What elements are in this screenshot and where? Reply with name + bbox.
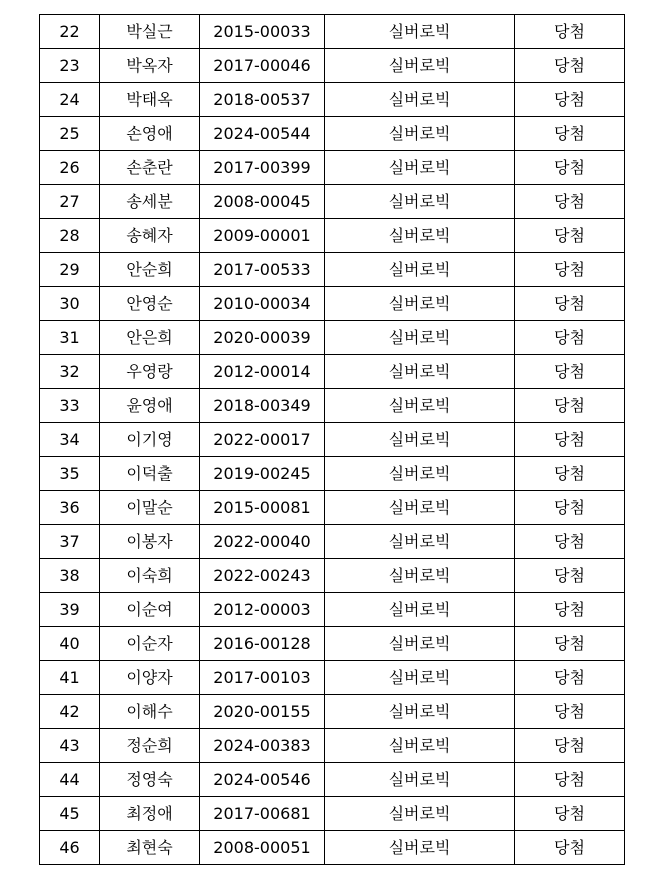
table-row — [40, 83, 625, 117]
registration-number: 2024-00544 — [200, 117, 325, 151]
table-row — [40, 491, 625, 525]
lottery-result: 당첨 — [515, 695, 625, 729]
lottery-result: 당첨 — [515, 49, 625, 83]
program-name: 실버로빅 — [325, 321, 515, 355]
lottery-result: 당첨 — [515, 457, 625, 491]
registration-number: 2022-00017 — [200, 423, 325, 457]
program-name: 실버로빅 — [325, 355, 515, 389]
table-row — [40, 763, 625, 797]
program-name: 실버로빅 — [325, 831, 515, 865]
member-name: 이해수 — [100, 695, 200, 729]
member-name: 이봉자 — [100, 525, 200, 559]
member-name: 손춘란 — [100, 151, 200, 185]
table-row — [40, 559, 625, 593]
row-number: 37 — [40, 525, 100, 559]
registration-number: 2015-00033 — [200, 15, 325, 49]
lottery-result: 당첨 — [515, 185, 625, 219]
lottery-result: 당첨 — [515, 423, 625, 457]
member-name: 안은희 — [100, 321, 200, 355]
registration-number: 2022-00040 — [200, 525, 325, 559]
member-name: 최정애 — [100, 797, 200, 831]
program-name: 실버로빅 — [325, 661, 515, 695]
member-name: 안영순 — [100, 287, 200, 321]
table-row — [40, 831, 625, 865]
member-name: 정영숙 — [100, 763, 200, 797]
program-name: 실버로빅 — [325, 525, 515, 559]
row-number: 31 — [40, 321, 100, 355]
table-row — [40, 525, 625, 559]
member-name: 손영애 — [100, 117, 200, 151]
lottery-result-sheet — [39, 14, 624, 865]
registration-number: 2017-00399 — [200, 151, 325, 185]
registration-number: 2022-00243 — [200, 559, 325, 593]
member-name: 이순자 — [100, 627, 200, 661]
table-row — [40, 729, 625, 763]
lottery-result: 당첨 — [515, 797, 625, 831]
row-number: 45 — [40, 797, 100, 831]
table-row — [40, 253, 625, 287]
table-row — [40, 49, 625, 83]
program-name: 실버로빅 — [325, 423, 515, 457]
row-number: 22 — [40, 15, 100, 49]
member-name: 이순여 — [100, 593, 200, 627]
lottery-result: 당첨 — [515, 287, 625, 321]
row-number: 38 — [40, 559, 100, 593]
member-name: 이덕출 — [100, 457, 200, 491]
program-name: 실버로빅 — [325, 117, 515, 151]
member-name: 이숙희 — [100, 559, 200, 593]
table-row — [40, 695, 625, 729]
table-row — [40, 117, 625, 151]
lottery-result: 당첨 — [515, 83, 625, 117]
lottery-result: 당첨 — [515, 559, 625, 593]
table-row — [40, 321, 625, 355]
member-name: 이양자 — [100, 661, 200, 695]
registration-number: 2017-00046 — [200, 49, 325, 83]
program-name: 실버로빅 — [325, 729, 515, 763]
lottery-result: 당첨 — [515, 729, 625, 763]
row-number: 34 — [40, 423, 100, 457]
table-row — [40, 151, 625, 185]
lottery-result: 당첨 — [515, 763, 625, 797]
lottery-result: 당첨 — [515, 151, 625, 185]
table-row — [40, 593, 625, 627]
program-name: 실버로빅 — [325, 49, 515, 83]
program-name: 실버로빅 — [325, 797, 515, 831]
lottery-result: 당첨 — [515, 593, 625, 627]
row-number: 36 — [40, 491, 100, 525]
program-name: 실버로빅 — [325, 219, 515, 253]
row-number: 23 — [40, 49, 100, 83]
program-name: 실버로빅 — [325, 389, 515, 423]
lottery-result: 당첨 — [515, 389, 625, 423]
registration-number: 2016-00128 — [200, 627, 325, 661]
row-number: 40 — [40, 627, 100, 661]
registration-number: 2010-00034 — [200, 287, 325, 321]
registration-number: 2024-00546 — [200, 763, 325, 797]
row-number: 43 — [40, 729, 100, 763]
table-row — [40, 287, 625, 321]
program-name: 실버로빅 — [325, 287, 515, 321]
registration-number: 2017-00103 — [200, 661, 325, 695]
program-name: 실버로빅 — [325, 593, 515, 627]
lottery-result: 당첨 — [515, 15, 625, 49]
table-row — [40, 627, 625, 661]
row-number: 25 — [40, 117, 100, 151]
registration-number: 2024-00383 — [200, 729, 325, 763]
row-number: 33 — [40, 389, 100, 423]
member-name: 안순희 — [100, 253, 200, 287]
member-name: 박옥자 — [100, 49, 200, 83]
registration-number: 2019-00245 — [200, 457, 325, 491]
member-name: 송세분 — [100, 185, 200, 219]
member-name: 이말순 — [100, 491, 200, 525]
row-number: 27 — [40, 185, 100, 219]
program-name: 실버로빅 — [325, 695, 515, 729]
member-name: 최현숙 — [100, 831, 200, 865]
row-number: 32 — [40, 355, 100, 389]
table-row — [40, 661, 625, 695]
program-name: 실버로빅 — [325, 559, 515, 593]
program-name: 실버로빅 — [325, 253, 515, 287]
program-name: 실버로빅 — [325, 457, 515, 491]
row-number: 39 — [40, 593, 100, 627]
program-name: 실버로빅 — [325, 151, 515, 185]
row-number: 30 — [40, 287, 100, 321]
member-name: 박태옥 — [100, 83, 200, 117]
table-row — [40, 797, 625, 831]
member-name: 우영랑 — [100, 355, 200, 389]
lottery-result: 당첨 — [515, 525, 625, 559]
table-row — [40, 389, 625, 423]
member-name: 이기영 — [100, 423, 200, 457]
row-number: 29 — [40, 253, 100, 287]
lottery-result: 당첨 — [515, 661, 625, 695]
table-row — [40, 457, 625, 491]
registration-number: 2020-00039 — [200, 321, 325, 355]
program-name: 실버로빅 — [325, 83, 515, 117]
table-row — [40, 423, 625, 457]
table-body — [40, 15, 625, 865]
registration-number: 2018-00349 — [200, 389, 325, 423]
lottery-result: 당첨 — [515, 627, 625, 661]
table-row — [40, 15, 625, 49]
registration-number: 2009-00001 — [200, 219, 325, 253]
row-number: 28 — [40, 219, 100, 253]
row-number: 35 — [40, 457, 100, 491]
registration-number: 2018-00537 — [200, 83, 325, 117]
program-name: 실버로빅 — [325, 491, 515, 525]
member-name: 박실근 — [100, 15, 200, 49]
lottery-result: 당첨 — [515, 321, 625, 355]
member-name: 정순희 — [100, 729, 200, 763]
program-name: 실버로빅 — [325, 763, 515, 797]
registration-number: 2008-00045 — [200, 185, 325, 219]
member-name: 송혜자 — [100, 219, 200, 253]
row-number: 46 — [40, 831, 100, 865]
lottery-result-table — [39, 14, 625, 865]
row-number: 41 — [40, 661, 100, 695]
table-row — [40, 185, 625, 219]
program-name: 실버로빅 — [325, 185, 515, 219]
row-number: 44 — [40, 763, 100, 797]
registration-number: 2017-00681 — [200, 797, 325, 831]
registration-number: 2008-00051 — [200, 831, 325, 865]
registration-number: 2012-00003 — [200, 593, 325, 627]
lottery-result: 당첨 — [515, 117, 625, 151]
member-name: 윤영애 — [100, 389, 200, 423]
lottery-result: 당첨 — [515, 253, 625, 287]
lottery-result: 당첨 — [515, 355, 625, 389]
lottery-result: 당첨 — [515, 491, 625, 525]
program-name: 실버로빅 — [325, 15, 515, 49]
program-name: 실버로빅 — [325, 627, 515, 661]
registration-number: 2017-00533 — [200, 253, 325, 287]
row-number: 42 — [40, 695, 100, 729]
row-number: 24 — [40, 83, 100, 117]
lottery-result: 당첨 — [515, 831, 625, 865]
registration-number: 2020-00155 — [200, 695, 325, 729]
table-row — [40, 219, 625, 253]
row-number: 26 — [40, 151, 100, 185]
lottery-result: 당첨 — [515, 219, 625, 253]
registration-number: 2012-00014 — [200, 355, 325, 389]
registration-number: 2015-00081 — [200, 491, 325, 525]
table-row — [40, 355, 625, 389]
